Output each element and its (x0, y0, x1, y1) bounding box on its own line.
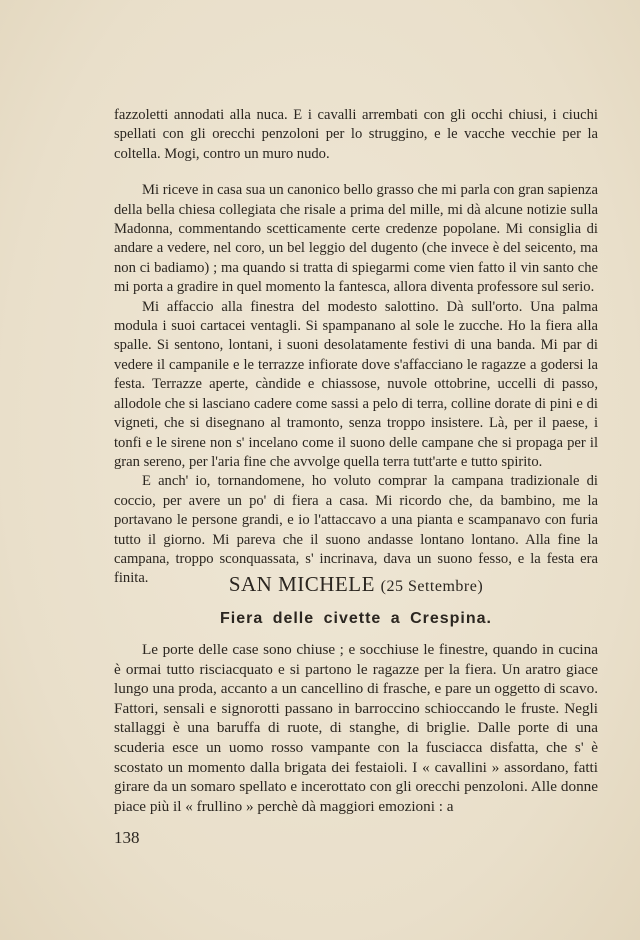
paragraph-fair-animals: fazzoletti annodati alla nuca. E i cavalli arrembati con gli occhi chiusi, i ciuchi spellati con gli orecchi penzoloni per lo struggino, e le vacche vecchie per la coltella. Mogi, contro un muro nudo. (114, 107, 598, 162)
paragraph-canon: Mi riceve in casa sua un canonico bello grasso che mi parla con gran sapienza della bella chiesa collegiata che risale a prima del mille, mi dà alcune notizie sulla Madonna, commentando scetticamente certe credenze popolane. Mi consiglia di andare a vedere, nel coro, un bel leggio del dugento (che invece è del seicento, ma non ci badiamo) ; ma quando si tratta di spiegarmi come vien fatto il vin santo che mi porta a gradire in quel momento la fantesca, allora diventa professore sul serio. (114, 182, 598, 296)
paragraph-bell: E anch' io, tornandomene, ho voluto comprar la campana tradizionale di coccio, per avere un po' di fiera a casa. Mi ricordo che, da bambino, me la portavano le persone grandi, e io l'attaccavo a una pianta e scampanavo con furia tutto il giorno. Mi pareva che il suono andasse lontano lontano. Alla fine la campana, troppo sconquassata, s' incrinava, dava un suono fesso, e la festa era finita. (114, 473, 598, 587)
upper-text-block (114, 106, 598, 589)
lower-text-block (114, 640, 598, 816)
section-subtitle: Fiera delle civette a Crespina. (220, 610, 492, 627)
section-title (114, 572, 598, 597)
page-number: 138 (114, 828, 140, 847)
section-title-date: (25 Settembre) (380, 578, 484, 595)
paragraph-crespina-fair: Le porte delle case sono chiuse ; e socchiuse le finestre, quando in cucina è ormai tutto risciacquato e si partono le ragazze per la fiera. Un aratro giace lungo una proda, accanto a un cancellino di frasche, e pare un oggetto di scavo. Fattori, sensali e signorotti passano in barroccino schioccando le fruste. Negli stallaggi è una baruffa di ruote, di stanghe, di briglie. Dalle porte di una scuderia esce un uomo rosso vampante con la fusciacca disfatta, che s' è scostato un momento dalla brigata dei festaioli. I « cavallini » assordano, fatti girare da un somaro spellato e incerottato con gli orecchi penzoloni. Alle donne piace più il « frullino » perchè dà maggiori emozioni : a (114, 641, 598, 815)
section-title-name: SAN MICHELE (228, 572, 375, 596)
paragraph-gap (114, 164, 598, 181)
paragraph-window: Mi affaccio alla finestra del modesto salottino. Dà sull'orto. Una palma modula i suoi cartacei ventagli. Si spampanano al sole le zucche. Ho la fiera alla spalle. Si sentono, lontani, i suoni desolatamente festivi di una banda. Mi par di vedere il campanile e le terrazze infiorate dove s'affacciano le ragazze a godersi la festa. Terrazze aperte, càndide e chiassose, nuvole ottobrine, uccelli di passo, allodole che si lasciano cadere come sassi a pelo di terra, colline dorate di pini e di vigneti, che si disegnano al tramonto, senza troppo insistere. Là, per il paese, i tonfi e le sirene non s' incelano come il suono delle campane che si propaga per il gran sereno, per l'aria fine che avvolge quella terra tutt'arte e tutto spirito. (114, 298, 598, 470)
